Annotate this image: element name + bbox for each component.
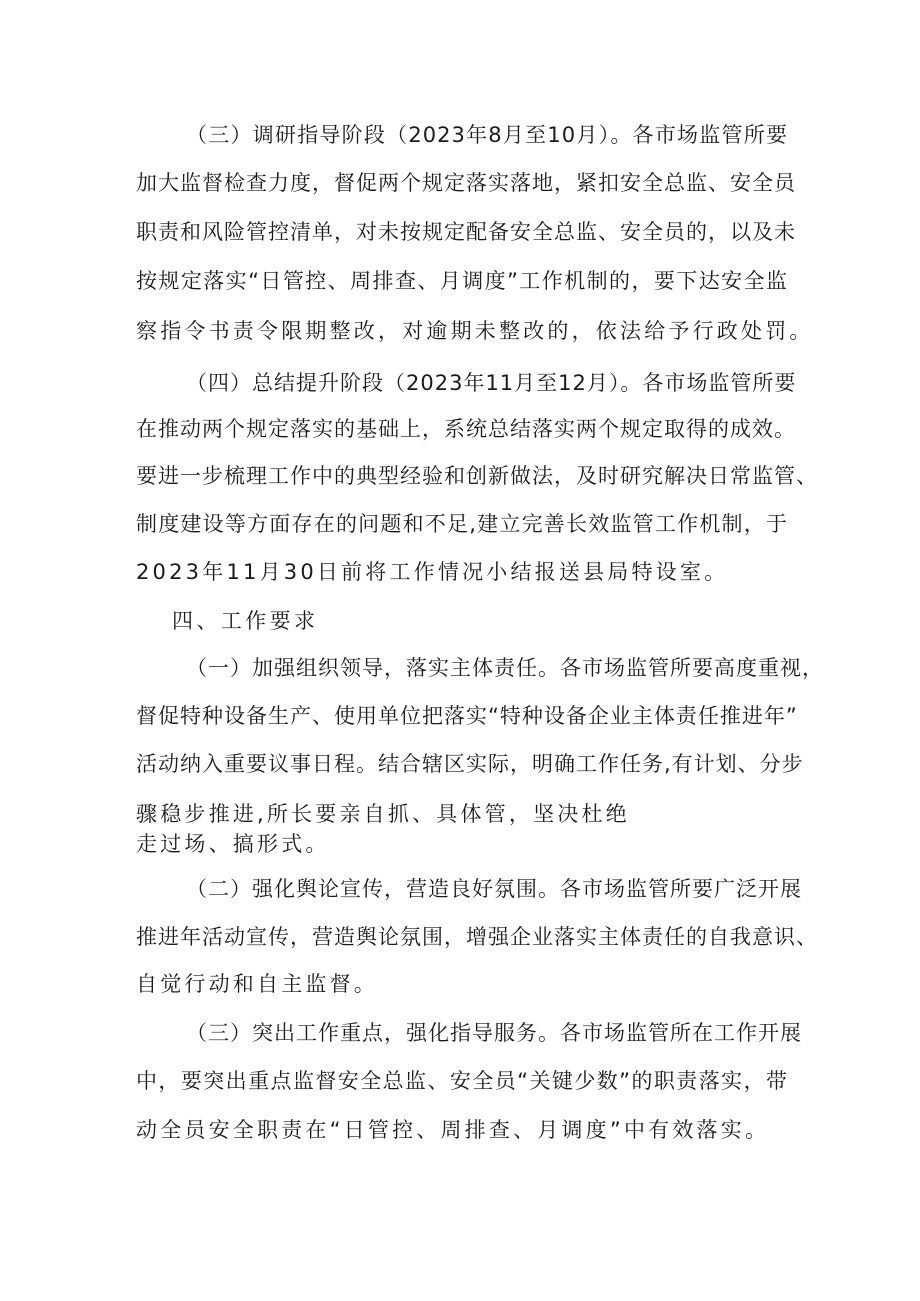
text-line: 加大监督检查力度，督促两个规定落实落地，紧扣安全总监、安全员 [136, 171, 796, 195]
text-line: 中，要突出重点监督安全总监、安全员“关键少数”的职责落实，带 [136, 1069, 788, 1093]
text-line: 察指令书责令限期整改，对逾期未整改的，依法给予行政处罚。 [136, 319, 814, 343]
section-heading: 四、工作要求 [172, 609, 319, 633]
text-line: （二）强化舆论宣传，营造良好氛围。各市场监管所要广泛开展 [186, 877, 802, 901]
text-line: 走过场、搞形式。 [136, 832, 330, 856]
text-line: 2023年11月30日前将工作情况小结报送县局特设室。 [136, 560, 729, 584]
text-line: 要进一步梳理工作中的典型经验和创新做法，及时研究解决日常监管、 [136, 464, 818, 488]
text-line: 制度建设等方面存在的问题和不足,建立完善长效监管工作机制，于 [136, 512, 788, 536]
text-line: 督促特种设备生产、使用单位把落实“特种设备企业主体责任推进年” [136, 704, 798, 728]
text-line: 骤稳步推进,所长要亲自抓、具体管，坚决杜绝 [136, 802, 630, 826]
text-line: （三）突出工作重点，强化指导服务。各市场监管所在工作开展 [186, 1021, 802, 1045]
text-line: 推进年活动宣传，营造舆论氛围，增强企业落实主体责任的自我意识、 [136, 925, 818, 949]
text-line: 职责和风险管控清单，对未按规定配备安全总监、安全员的，以及未 [136, 220, 796, 244]
text-line: 在推动两个规定落实的基础上，系统总结落实两个规定取得的成效。 [136, 417, 796, 441]
text-line: （一）加强组织领导，落实主体责任。各市场监管所要高度重视， [186, 656, 824, 680]
text-line: （四）总结提升阶段（2023年11月至12月）。各市场监管所要 [186, 371, 797, 395]
text-line: 动全员安全职责在“日管控、周排查、月调度”中有效落实。 [136, 1118, 770, 1142]
text-line: 按规定落实“日管控、周排查、月调度”工作机制的，要下达安全监 [136, 269, 788, 293]
text-line: 活动纳入重要议事日程。结合辖区实际，明确工作任务,有计划、分步 [136, 752, 804, 776]
text-line: 自觉行动和自主监督。 [136, 972, 378, 996]
text-line: （三）调研指导阶段（2023年8月至10月）。各市场监管所要 [186, 123, 788, 147]
